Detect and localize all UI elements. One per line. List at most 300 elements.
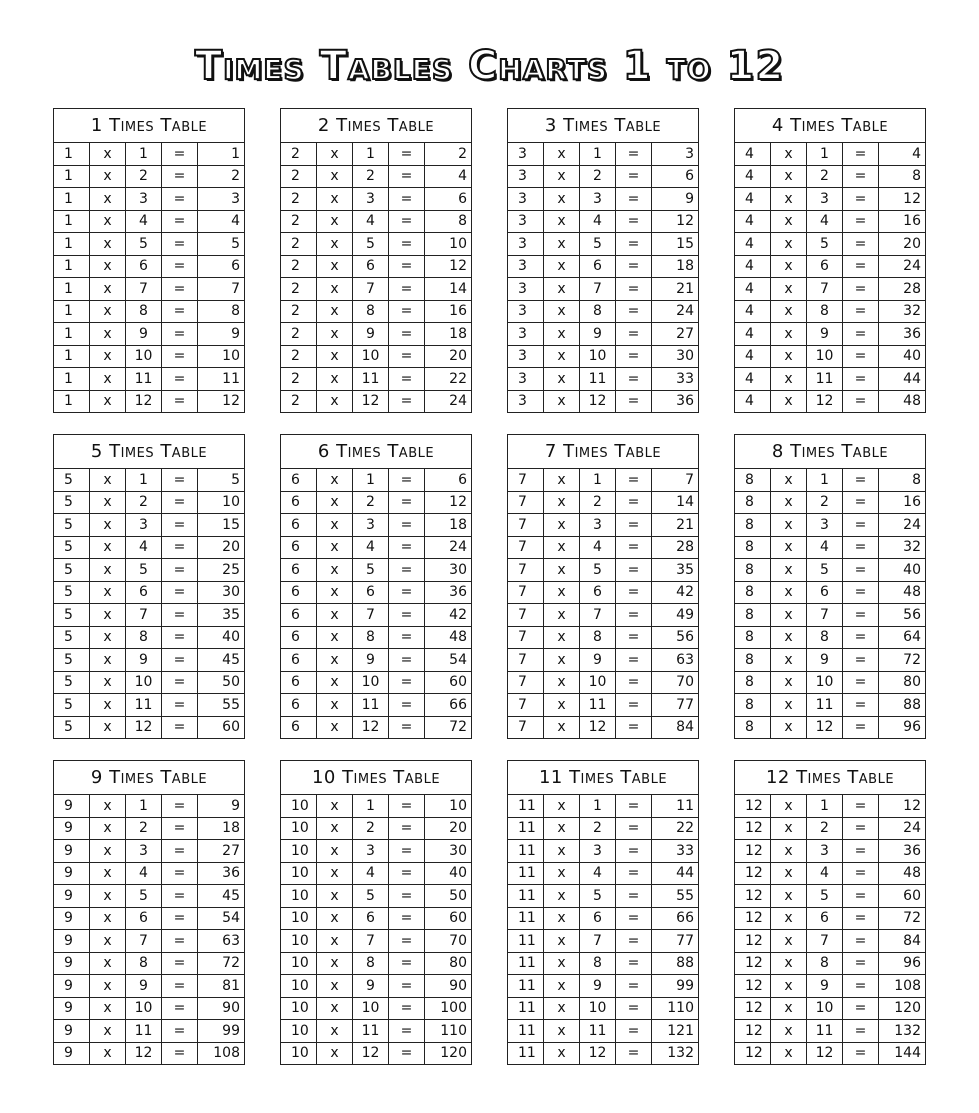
equals-sign-cell: = bbox=[843, 672, 879, 694]
multiplicand-cell: 7 bbox=[508, 537, 544, 559]
table-row bbox=[735, 346, 925, 369]
multiplier-cell: 9 bbox=[353, 975, 389, 997]
table-row bbox=[281, 559, 471, 582]
multiplicand-cell: 9 bbox=[54, 863, 90, 885]
product-cell: 12 bbox=[903, 797, 921, 814]
multiply-sign-cell: x bbox=[90, 1043, 126, 1065]
equals-sign-cell: = bbox=[389, 885, 425, 907]
product-cell: 45 bbox=[222, 651, 240, 668]
multiply-sign-cell: x bbox=[544, 559, 580, 581]
table-row bbox=[508, 492, 698, 515]
multiply-sign-cell: x bbox=[771, 514, 807, 536]
multiply-sign-cell: x bbox=[771, 1020, 807, 1042]
equals-sign-cell: = bbox=[389, 795, 425, 817]
multiplier-cell: 7 bbox=[126, 604, 162, 626]
multiplier-cell: 7 bbox=[807, 930, 843, 952]
multiply-sign-cell: x bbox=[771, 975, 807, 997]
multiplicand-cell: 6 bbox=[281, 559, 317, 581]
multiplicand-cell: 3 bbox=[508, 346, 544, 368]
table-row bbox=[508, 818, 698, 841]
multiply-sign-cell: x bbox=[771, 885, 807, 907]
product-cell: 24 bbox=[903, 820, 921, 837]
equals-sign-cell: = bbox=[843, 953, 879, 975]
equals-sign-cell: = bbox=[389, 143, 425, 165]
product-cell: 56 bbox=[676, 629, 694, 646]
product-cell: 5 bbox=[231, 471, 240, 488]
multiplier-cell: 5 bbox=[353, 885, 389, 907]
table-row bbox=[735, 863, 925, 886]
table-rows bbox=[54, 143, 244, 412]
product-cell: 8 bbox=[912, 168, 921, 185]
multiply-sign-cell: x bbox=[771, 717, 807, 739]
multiplier-cell: 7 bbox=[580, 604, 616, 626]
multiplicand-cell: 9 bbox=[54, 818, 90, 840]
equals-sign-cell: = bbox=[389, 323, 425, 345]
multiply-sign-cell: x bbox=[317, 1020, 353, 1042]
table-row bbox=[735, 582, 925, 605]
multiply-sign-cell: x bbox=[544, 278, 580, 300]
table-heading: 3 Times Table bbox=[508, 109, 698, 143]
table-row bbox=[281, 604, 471, 627]
equals-sign-cell: = bbox=[616, 514, 652, 536]
product-cell: 9 bbox=[231, 797, 240, 814]
multiplicand-cell: 10 bbox=[281, 818, 317, 840]
product-cell: 7 bbox=[685, 471, 694, 488]
table-row bbox=[54, 1020, 244, 1043]
multiplicand-cell: 4 bbox=[735, 346, 771, 368]
product-cell: 32 bbox=[903, 303, 921, 320]
multiplicand-cell: 5 bbox=[54, 672, 90, 694]
equals-sign-cell: = bbox=[616, 672, 652, 694]
equals-sign-cell: = bbox=[389, 908, 425, 930]
equals-sign-cell: = bbox=[843, 998, 879, 1020]
product-cell: 70 bbox=[449, 932, 467, 949]
multiplier-cell: 6 bbox=[580, 582, 616, 604]
table-row bbox=[735, 492, 925, 515]
equals-sign-cell: = bbox=[389, 863, 425, 885]
equals-sign-cell: = bbox=[843, 818, 879, 840]
multiplier-cell: 7 bbox=[353, 604, 389, 626]
multiplier-cell: 7 bbox=[580, 278, 616, 300]
multiplier-cell: 6 bbox=[126, 256, 162, 278]
table-row bbox=[281, 233, 471, 256]
multiplier-cell: 9 bbox=[580, 649, 616, 671]
multiplicand-cell: 12 bbox=[735, 998, 771, 1020]
equals-sign-cell: = bbox=[162, 559, 198, 581]
equals-sign-cell: = bbox=[616, 166, 652, 188]
table-row bbox=[508, 188, 698, 211]
equals-sign-cell: = bbox=[616, 559, 652, 581]
equals-sign-cell: = bbox=[389, 582, 425, 604]
equals-sign-cell: = bbox=[843, 256, 879, 278]
multiplier-cell: 11 bbox=[353, 368, 389, 390]
multiplicand-cell: 1 bbox=[54, 233, 90, 255]
table-row bbox=[735, 953, 925, 976]
equals-sign-cell: = bbox=[616, 818, 652, 840]
product-cell: 77 bbox=[676, 696, 694, 713]
equals-sign-cell: = bbox=[162, 166, 198, 188]
product-cell: 10 bbox=[222, 348, 240, 365]
equals-sign-cell: = bbox=[162, 1043, 198, 1065]
table-heading: 2 Times Table bbox=[281, 109, 471, 143]
product-cell: 5 bbox=[231, 235, 240, 252]
multiply-sign-cell: x bbox=[317, 582, 353, 604]
multiplier-cell: 10 bbox=[580, 346, 616, 368]
multiplier-cell: 4 bbox=[353, 211, 389, 233]
equals-sign-cell: = bbox=[162, 537, 198, 559]
equals-sign-cell: = bbox=[843, 492, 879, 514]
equals-sign-cell: = bbox=[616, 975, 652, 997]
multiply-sign-cell: x bbox=[317, 301, 353, 323]
multiply-sign-cell: x bbox=[771, 166, 807, 188]
multiplicand-cell: 3 bbox=[508, 143, 544, 165]
multiply-sign-cell: x bbox=[90, 301, 126, 323]
equals-sign-cell: = bbox=[616, 278, 652, 300]
page-title: Times Tables Charts 1 to 12 bbox=[194, 43, 785, 89]
product-cell: 36 bbox=[449, 584, 467, 601]
equals-sign-cell: = bbox=[616, 795, 652, 817]
product-cell: 99 bbox=[676, 977, 694, 994]
equals-sign-cell: = bbox=[162, 256, 198, 278]
equals-sign-cell: = bbox=[389, 672, 425, 694]
table-rows bbox=[508, 795, 698, 1064]
product-cell: 18 bbox=[676, 258, 694, 275]
multiplier-cell: 11 bbox=[807, 368, 843, 390]
multiplicand-cell: 5 bbox=[54, 604, 90, 626]
multiply-sign-cell: x bbox=[317, 391, 353, 413]
table-row bbox=[508, 391, 698, 413]
multiply-sign-cell: x bbox=[90, 211, 126, 233]
multiplier-cell: 8 bbox=[807, 627, 843, 649]
multiplicand-cell: 8 bbox=[735, 649, 771, 671]
table-row bbox=[735, 604, 925, 627]
equals-sign-cell: = bbox=[162, 818, 198, 840]
multiplicand-cell: 5 bbox=[54, 649, 90, 671]
multiplier-cell: 2 bbox=[126, 492, 162, 514]
table-row bbox=[508, 323, 698, 346]
product-cell: 12 bbox=[903, 190, 921, 207]
multiplier-cell: 4 bbox=[580, 211, 616, 233]
multiply-sign-cell: x bbox=[771, 649, 807, 671]
product-cell: 25 bbox=[222, 561, 240, 578]
equals-sign-cell: = bbox=[616, 346, 652, 368]
multiplier-cell: 8 bbox=[580, 301, 616, 323]
multiplier-cell: 3 bbox=[807, 840, 843, 862]
equals-sign-cell: = bbox=[389, 930, 425, 952]
table-row bbox=[54, 559, 244, 582]
equals-sign-cell: = bbox=[162, 649, 198, 671]
multiply-sign-cell: x bbox=[90, 188, 126, 210]
multiply-sign-cell: x bbox=[544, 469, 580, 491]
multiply-sign-cell: x bbox=[90, 346, 126, 368]
multiplier-cell: 1 bbox=[807, 469, 843, 491]
multiplier-cell: 11 bbox=[580, 368, 616, 390]
table-row bbox=[54, 975, 244, 998]
product-cell: 72 bbox=[903, 651, 921, 668]
multiply-sign-cell: x bbox=[317, 604, 353, 626]
multiply-sign-cell: x bbox=[544, 795, 580, 817]
equals-sign-cell: = bbox=[843, 514, 879, 536]
table-row bbox=[508, 559, 698, 582]
multiplicand-cell: 2 bbox=[281, 233, 317, 255]
multiplicand-cell: 5 bbox=[54, 537, 90, 559]
multiplier-cell: 10 bbox=[807, 346, 843, 368]
equals-sign-cell: = bbox=[843, 885, 879, 907]
multiplicand-cell: 3 bbox=[508, 256, 544, 278]
table-row bbox=[281, 514, 471, 537]
multiplier-cell: 3 bbox=[126, 188, 162, 210]
equals-sign-cell: = bbox=[162, 323, 198, 345]
table-row bbox=[735, 998, 925, 1021]
equals-sign-cell: = bbox=[389, 368, 425, 390]
product-cell: 4 bbox=[458, 168, 467, 185]
product-cell: 72 bbox=[903, 910, 921, 927]
multiplicand-cell: 5 bbox=[54, 694, 90, 716]
multiplicand-cell: 1 bbox=[54, 346, 90, 368]
equals-sign-cell: = bbox=[389, 469, 425, 491]
equals-sign-cell: = bbox=[843, 1020, 879, 1042]
multiplier-cell: 1 bbox=[807, 143, 843, 165]
multiplier-cell: 6 bbox=[353, 582, 389, 604]
product-cell: 4 bbox=[912, 145, 921, 162]
multiply-sign-cell: x bbox=[90, 492, 126, 514]
table-row bbox=[508, 514, 698, 537]
table-row bbox=[281, 391, 471, 413]
table-heading: 12 Times Table bbox=[735, 761, 925, 795]
multiplier-cell: 2 bbox=[580, 818, 616, 840]
multiplicand-cell: 10 bbox=[281, 1020, 317, 1042]
table-row bbox=[54, 492, 244, 515]
multiply-sign-cell: x bbox=[317, 166, 353, 188]
table-row bbox=[735, 795, 925, 818]
table-row bbox=[735, 885, 925, 908]
equals-sign-cell: = bbox=[389, 256, 425, 278]
equals-sign-cell: = bbox=[843, 840, 879, 862]
table-row bbox=[281, 649, 471, 672]
multiplicand-cell: 7 bbox=[508, 694, 544, 716]
product-cell: 20 bbox=[222, 539, 240, 556]
product-cell: 81 bbox=[222, 977, 240, 994]
multiplier-cell: 10 bbox=[353, 346, 389, 368]
table-row bbox=[735, 301, 925, 324]
product-cell: 55 bbox=[222, 696, 240, 713]
product-cell: 60 bbox=[449, 910, 467, 927]
product-cell: 30 bbox=[676, 348, 694, 365]
multiplicand-cell: 8 bbox=[735, 717, 771, 739]
multiply-sign-cell: x bbox=[317, 188, 353, 210]
equals-sign-cell: = bbox=[162, 188, 198, 210]
table-row bbox=[54, 278, 244, 301]
table-row bbox=[54, 514, 244, 537]
times-table-6 bbox=[280, 434, 472, 739]
equals-sign-cell: = bbox=[389, 278, 425, 300]
product-cell: 45 bbox=[222, 887, 240, 904]
multiply-sign-cell: x bbox=[544, 256, 580, 278]
equals-sign-cell: = bbox=[843, 559, 879, 581]
multiplier-cell: 5 bbox=[580, 885, 616, 907]
multiply-sign-cell: x bbox=[771, 233, 807, 255]
product-cell: 60 bbox=[449, 674, 467, 691]
product-cell: 44 bbox=[676, 865, 694, 882]
multiplicand-cell: 6 bbox=[281, 649, 317, 671]
equals-sign-cell: = bbox=[389, 233, 425, 255]
table-row bbox=[281, 818, 471, 841]
multiplier-cell: 7 bbox=[126, 930, 162, 952]
table-heading: 5 Times Table bbox=[54, 435, 244, 469]
product-cell: 12 bbox=[449, 258, 467, 275]
multiply-sign-cell: x bbox=[317, 346, 353, 368]
table-row bbox=[54, 953, 244, 976]
product-cell: 7 bbox=[231, 280, 240, 297]
multiplicand-cell: 11 bbox=[508, 975, 544, 997]
multiply-sign-cell: x bbox=[90, 469, 126, 491]
multiplier-cell: 3 bbox=[353, 514, 389, 536]
multiplicand-cell: 9 bbox=[54, 930, 90, 952]
multiplier-cell: 11 bbox=[353, 1020, 389, 1042]
multiply-sign-cell: x bbox=[771, 930, 807, 952]
product-cell: 36 bbox=[676, 393, 694, 410]
multiply-sign-cell: x bbox=[90, 604, 126, 626]
table-row bbox=[508, 537, 698, 560]
product-cell: 48 bbox=[903, 865, 921, 882]
multiply-sign-cell: x bbox=[90, 514, 126, 536]
multiply-sign-cell: x bbox=[544, 1020, 580, 1042]
times-table-12 bbox=[734, 760, 926, 1065]
product-cell: 18 bbox=[222, 820, 240, 837]
multiply-sign-cell: x bbox=[317, 840, 353, 862]
equals-sign-cell: = bbox=[843, 188, 879, 210]
product-cell: 84 bbox=[676, 719, 694, 736]
table-row bbox=[508, 346, 698, 369]
multiplicand-cell: 3 bbox=[508, 233, 544, 255]
multiplicand-cell: 1 bbox=[54, 368, 90, 390]
equals-sign-cell: = bbox=[162, 582, 198, 604]
equals-sign-cell: = bbox=[843, 649, 879, 671]
multiplicand-cell: 7 bbox=[508, 627, 544, 649]
multiply-sign-cell: x bbox=[544, 143, 580, 165]
multiply-sign-cell: x bbox=[317, 818, 353, 840]
table-rows bbox=[508, 143, 698, 412]
product-cell: 12 bbox=[676, 213, 694, 230]
table-row bbox=[281, 301, 471, 324]
equals-sign-cell: = bbox=[162, 469, 198, 491]
multiplicand-cell: 1 bbox=[54, 278, 90, 300]
multiply-sign-cell: x bbox=[90, 368, 126, 390]
multiplicand-cell: 2 bbox=[281, 278, 317, 300]
table-row bbox=[735, 391, 925, 413]
product-cell: 11 bbox=[676, 797, 694, 814]
table-row bbox=[735, 649, 925, 672]
multiplicand-cell: 3 bbox=[508, 211, 544, 233]
multiplier-cell: 8 bbox=[580, 627, 616, 649]
multiplicand-cell: 8 bbox=[735, 492, 771, 514]
multiplier-cell: 11 bbox=[126, 694, 162, 716]
multiplier-cell: 4 bbox=[580, 863, 616, 885]
multiply-sign-cell: x bbox=[544, 717, 580, 739]
table-row bbox=[281, 998, 471, 1021]
multiplicand-cell: 6 bbox=[281, 672, 317, 694]
equals-sign-cell: = bbox=[389, 1020, 425, 1042]
multiply-sign-cell: x bbox=[90, 717, 126, 739]
equals-sign-cell: = bbox=[843, 863, 879, 885]
multiplicand-cell: 11 bbox=[508, 840, 544, 862]
multiply-sign-cell: x bbox=[90, 840, 126, 862]
multiply-sign-cell: x bbox=[544, 323, 580, 345]
multiplicand-cell: 8 bbox=[735, 559, 771, 581]
multiplicand-cell: 1 bbox=[54, 323, 90, 345]
product-cell: 144 bbox=[894, 1045, 921, 1062]
multiplicand-cell: 8 bbox=[735, 582, 771, 604]
product-cell: 60 bbox=[903, 887, 921, 904]
equals-sign-cell: = bbox=[389, 559, 425, 581]
multiplier-cell: 3 bbox=[580, 514, 616, 536]
multiply-sign-cell: x bbox=[317, 256, 353, 278]
multiply-sign-cell: x bbox=[90, 166, 126, 188]
multiplier-cell: 10 bbox=[126, 346, 162, 368]
table-rows bbox=[735, 795, 925, 1064]
table-row bbox=[54, 604, 244, 627]
multiplicand-cell: 1 bbox=[54, 301, 90, 323]
equals-sign-cell: = bbox=[616, 627, 652, 649]
table-row bbox=[54, 717, 244, 739]
multiplier-cell: 5 bbox=[807, 885, 843, 907]
multiplicand-cell: 6 bbox=[281, 537, 317, 559]
multiplicand-cell: 11 bbox=[508, 885, 544, 907]
equals-sign-cell: = bbox=[389, 1043, 425, 1065]
product-cell: 24 bbox=[449, 539, 467, 556]
table-row bbox=[281, 188, 471, 211]
product-cell: 3 bbox=[685, 145, 694, 162]
times-table-4 bbox=[734, 108, 926, 413]
multiplicand-cell: 8 bbox=[735, 627, 771, 649]
multiplicand-cell: 12 bbox=[735, 818, 771, 840]
multiplier-cell: 4 bbox=[807, 537, 843, 559]
multiplicand-cell: 6 bbox=[281, 514, 317, 536]
equals-sign-cell: = bbox=[616, 998, 652, 1020]
multiplicand-cell: 2 bbox=[281, 301, 317, 323]
table-row bbox=[54, 795, 244, 818]
multiplicand-cell: 6 bbox=[281, 492, 317, 514]
equals-sign-cell: = bbox=[162, 368, 198, 390]
equals-sign-cell: = bbox=[616, 188, 652, 210]
product-cell: 35 bbox=[222, 606, 240, 623]
product-cell: 40 bbox=[222, 629, 240, 646]
multiplier-cell: 9 bbox=[580, 975, 616, 997]
multiplicand-cell: 9 bbox=[54, 795, 90, 817]
table-row bbox=[54, 323, 244, 346]
multiplicand-cell: 6 bbox=[281, 627, 317, 649]
product-cell: 33 bbox=[676, 842, 694, 859]
multiply-sign-cell: x bbox=[544, 863, 580, 885]
multiplicand-cell: 2 bbox=[281, 323, 317, 345]
multiplier-cell: 6 bbox=[807, 582, 843, 604]
table-row bbox=[281, 469, 471, 492]
equals-sign-cell: = bbox=[616, 840, 652, 862]
multiplicand-cell: 6 bbox=[281, 694, 317, 716]
equals-sign-cell: = bbox=[843, 1043, 879, 1065]
table-row bbox=[508, 672, 698, 695]
product-cell: 16 bbox=[449, 303, 467, 320]
multiply-sign-cell: x bbox=[544, 672, 580, 694]
equals-sign-cell: = bbox=[616, 604, 652, 626]
multiplier-cell: 11 bbox=[807, 694, 843, 716]
table-row bbox=[54, 649, 244, 672]
multiply-sign-cell: x bbox=[544, 368, 580, 390]
table-row bbox=[54, 908, 244, 931]
table-row bbox=[54, 256, 244, 279]
table-row bbox=[281, 492, 471, 515]
product-cell: 54 bbox=[449, 651, 467, 668]
